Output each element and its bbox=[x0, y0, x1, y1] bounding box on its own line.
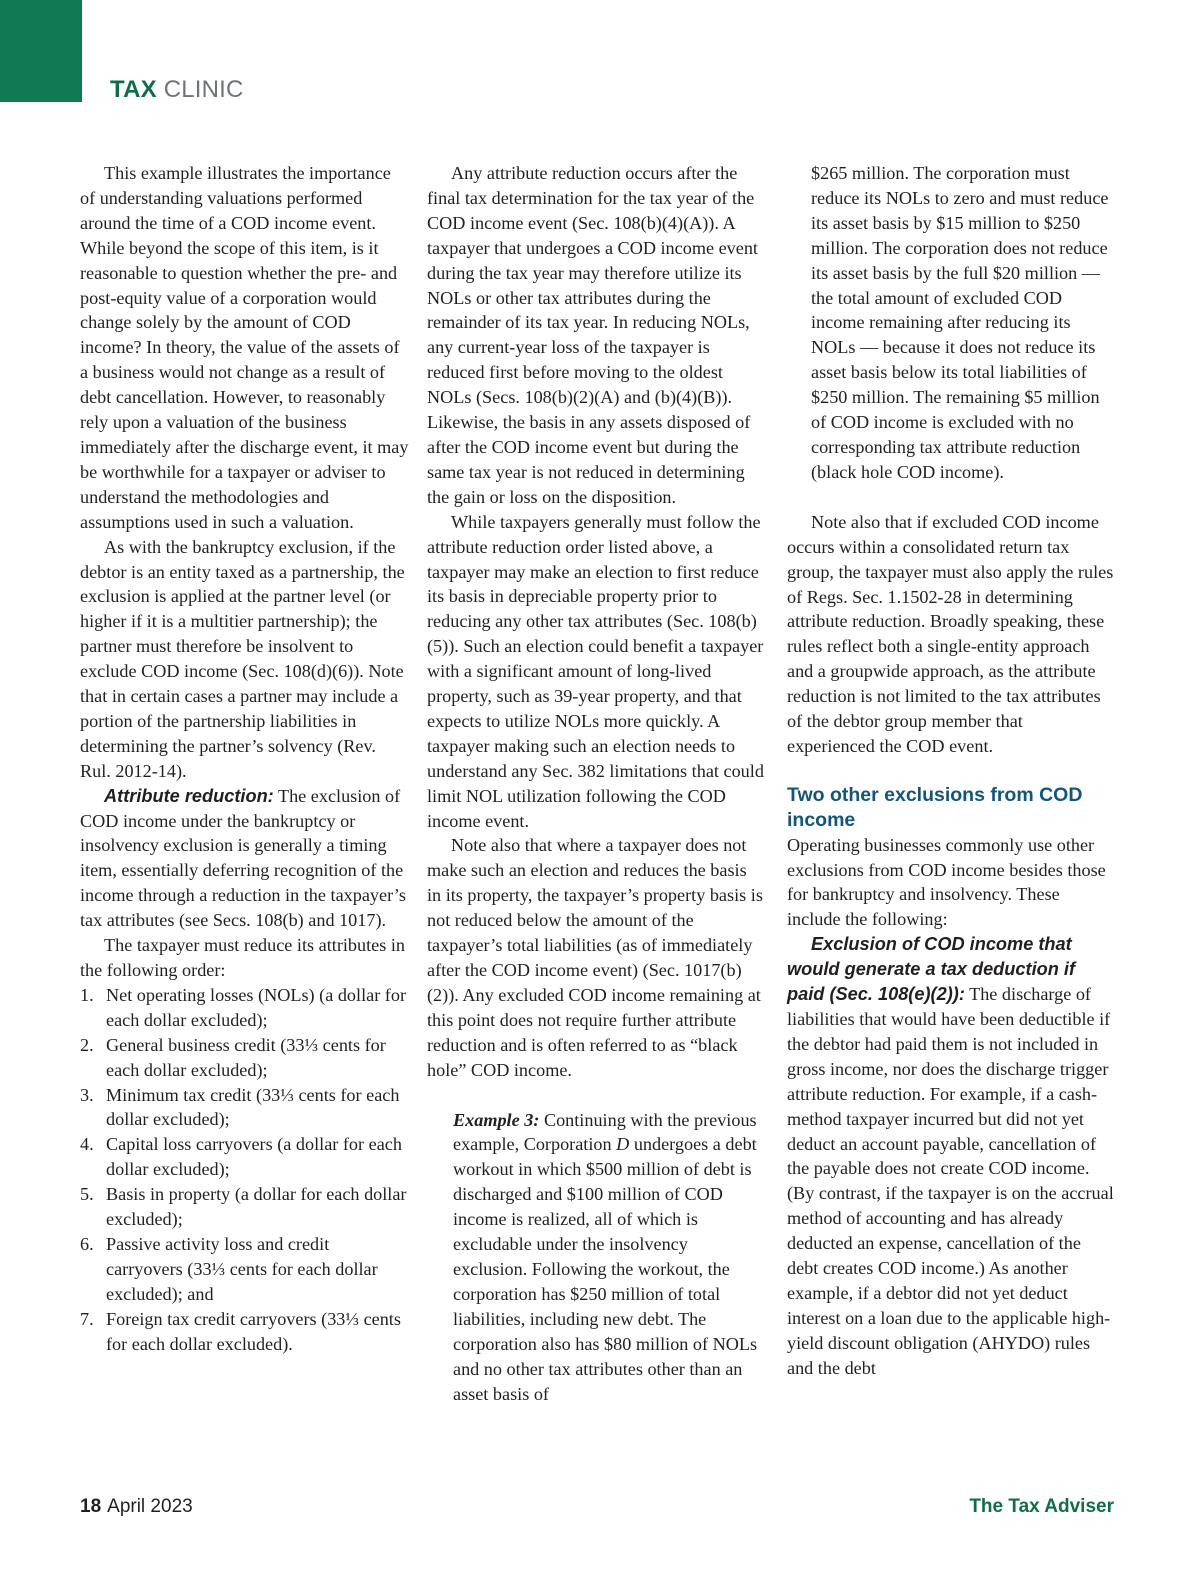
brand-corner-block bbox=[0, 0, 82, 102]
list-item bbox=[80, 1232, 410, 1307]
list-text: Passive activity loss and credit carryovers (33⅓ cents for each dollar excluded); and bbox=[106, 1233, 378, 1304]
example-paragraph bbox=[427, 1108, 764, 1407]
list-number: 7. bbox=[80, 1308, 94, 1329]
subheading: Two other exclusions from COD income bbox=[787, 783, 1083, 831]
paragraph: While taxpayers generally must follow the attribute reduction order listed above, a taxpayer may make an election to first reduce its basis in depreciable property prior to reducing any other tax attributes (Sec. 108(b)(5)). Such an election could benefit a taxpayer with a significant amount of long-lived property, such as 39-year property, and that expects to utilize NOLs more quickly. A taxpayer making such an election needs to understand any Sec. 382 limitations that could limit NOL utilization following the COD income event. bbox=[427, 511, 764, 831]
list-item bbox=[80, 1033, 410, 1083]
example-continuation: $265 million. The corporation must reduce its NOLs to zero and must reduce its asset basis by $15 million to $250 million. The corporation does not reduce its asset basis by the full $20 million — the total amount of excluded COD income remaining after reducing its NOLs — because it does not reduce its asset basis below its total liabilities of $250 million. The remaining $5 million of COD income is excluded with no corresponding tax attribute reduction (black hole COD income). bbox=[811, 163, 1109, 482]
paragraph: Operating businesses commonly use other exclusions from COD income besides those for bankruptcy and insolvency. These include the following: bbox=[787, 834, 1106, 930]
paragraph bbox=[787, 932, 1115, 1380]
paragraph-text: The exclusion of COD income under the bankruptcy or insolvency exclusion is generally a timing item, essentially deferring recognition of the income through a reduction in the taxpayer’s tax attributes (see Secs. 108(b) and 1017). bbox=[80, 785, 406, 931]
list-text: General business credit (33⅓ cents for each dollar excluded); bbox=[106, 1034, 386, 1080]
page-number: 18 bbox=[80, 1496, 102, 1517]
column-3 bbox=[787, 161, 1115, 1381]
column-1 bbox=[80, 161, 410, 1357]
paragraph: Any attribute reduction occurs after the final tax determination for the tax year of the COD income event (Sec. 108(b)(4)(A)). A taxpayer that undergoes a COD income event during the tax year may therefore utilize its NOLs or other tax attributes during the remainder of its tax year. In reducing NOLs, any current-year loss of the taxpayer is reduced first before moving to the oldest NOLs (Secs. 108(b)(2)(A) and (b)(4)(B)). Likewise, the basis in any assets disposed of after the COD income event but during the same tax year is not reduced in determining the gain or loss on the disposition. bbox=[427, 163, 758, 507]
page-footer-left bbox=[80, 1496, 193, 1518]
list-item bbox=[80, 1132, 410, 1182]
list-number: 6. bbox=[80, 1233, 94, 1254]
section-label bbox=[110, 76, 244, 104]
column-2 bbox=[427, 161, 764, 1406]
list-number: 2. bbox=[80, 1034, 94, 1055]
spacer bbox=[427, 1083, 764, 1108]
section-label-light: CLINIC bbox=[163, 76, 244, 103]
list-item bbox=[80, 1307, 410, 1357]
paragraph: Note also that if excluded COD income occurs within a consolidated return tax group, the taxpayer must also apply the rules of Regs. Sec. 1.1502-28 in determining attribute reduction. Broadly speaking, these rules reflect both a single-entity approach and a groupwide approach, as the attribute reduction is not limited to the tax attributes of the debtor group member that experienced the COD event. bbox=[787, 511, 1114, 756]
list-number: 4. bbox=[80, 1134, 94, 1155]
list-number: 3. bbox=[80, 1084, 94, 1105]
publication-name: The Tax Adviser bbox=[969, 1496, 1114, 1517]
list-item bbox=[80, 1182, 410, 1232]
section-label-bold: TAX bbox=[110, 76, 157, 103]
example-label: Example 3: bbox=[453, 1109, 540, 1130]
issue-date: April 2023 bbox=[107, 1496, 193, 1517]
example-text: undergoes a debt workout in which $500 million of debt is discharged and $100 million of COD income is realized, all of which is excludable under the insolvency exclusion. Following the workout, the corporation has $250 million of total liabilities, including new debt. The corporation also has $80 million of NOLs and no other tax attributes other than an asset basis of bbox=[453, 1134, 758, 1404]
paragraph: The taxpayer must reduce its attributes in the following order: bbox=[80, 935, 406, 980]
list-item bbox=[80, 983, 410, 1033]
list-item bbox=[80, 1083, 410, 1133]
paragraph: This example illustrates the importance of understanding valuations performed around the time of a COD income event. While beyond the scope of this item, is it reasonable to question whether the pre- and post-equity value of a corporation would change solely by the amount of COD income? In theory, the value of the assets of a business would not change as a result of debt cancellation. However, to reasonably rely upon a valuation of the business immediately after the discharge event, it may be worthwhile for a taxpayer or adviser to understand the methodologies and assumptions used in such a valuation. bbox=[80, 163, 409, 532]
paragraph: Note also that where a taxpayer does not make such an election and reduces the basis in its property, the taxpayer’s property basis is not reduced below the amount of the taxpayer’s total liabilities (as of immediately after the COD income event) (Sec. 1017(b)(2)). Any excluded COD income remaining at this point does not require further attribute reduction and is often referred to as “black hole” COD income. bbox=[427, 835, 763, 1080]
paragraph: As with the bankruptcy exclusion, if the debtor is an entity taxed as a partnership, the exclusion is applied at the partner level (or higher if it is a multitier partnership); the partner must therefore be insolvent to exclude COD income (Sec. 108(d)(6)). Note that in certain cases a partner may include a portion of the partnership liabilities in determining the partner’s solvency (Rev. Rul. 2012-14). bbox=[80, 536, 405, 781]
attribute-order-list bbox=[80, 983, 410, 1357]
list-number: 1. bbox=[80, 984, 94, 1005]
list-text: Foreign tax credit carryovers (33⅓ cents for each dollar excluded). bbox=[106, 1308, 401, 1354]
run-in-heading: Exclusion of COD income that would generate a tax deduction if paid (Sec. 108(e)(2)): bbox=[787, 934, 1076, 1005]
list-text: Minimum tax credit (33⅓ cents for each dollar excluded); bbox=[106, 1084, 400, 1130]
paragraph bbox=[80, 784, 410, 933]
list-text: Basis in property (a dollar for each dollar excluded); bbox=[106, 1184, 407, 1230]
example-text: Continuing with the previous example, Corporation bbox=[453, 1109, 757, 1155]
list-text: Net operating losses (NOLs) (a dollar for each dollar excluded); bbox=[106, 984, 407, 1030]
corporation-name: D bbox=[616, 1134, 630, 1155]
spacer bbox=[787, 759, 1115, 783]
list-text: Capital loss carryovers (a dollar for each dollar excluded); bbox=[106, 1134, 402, 1180]
list-number: 5. bbox=[80, 1184, 94, 1205]
spacer bbox=[787, 485, 1115, 510]
paragraph-text: The discharge of liabilities that would have been deductible if the debtor had paid them is not included in gross income, nor does the discharge trigger attribute reduction. For example, if a cash-method taxpayer incurred but did not yet deduct an account payable, cancellation of the payable does not create COD income. (By contrast, if the taxpayer is on the accrual method of accounting and has already deducted an expense, cancellation of the debt creates COD income.) As another example, if a debtor did not yet deduct interest on a loan due to the applicable high-yield discount obligation (AHYDO) rules and the debt bbox=[787, 984, 1114, 1378]
run-in-heading: Attribute reduction: bbox=[104, 785, 274, 806]
